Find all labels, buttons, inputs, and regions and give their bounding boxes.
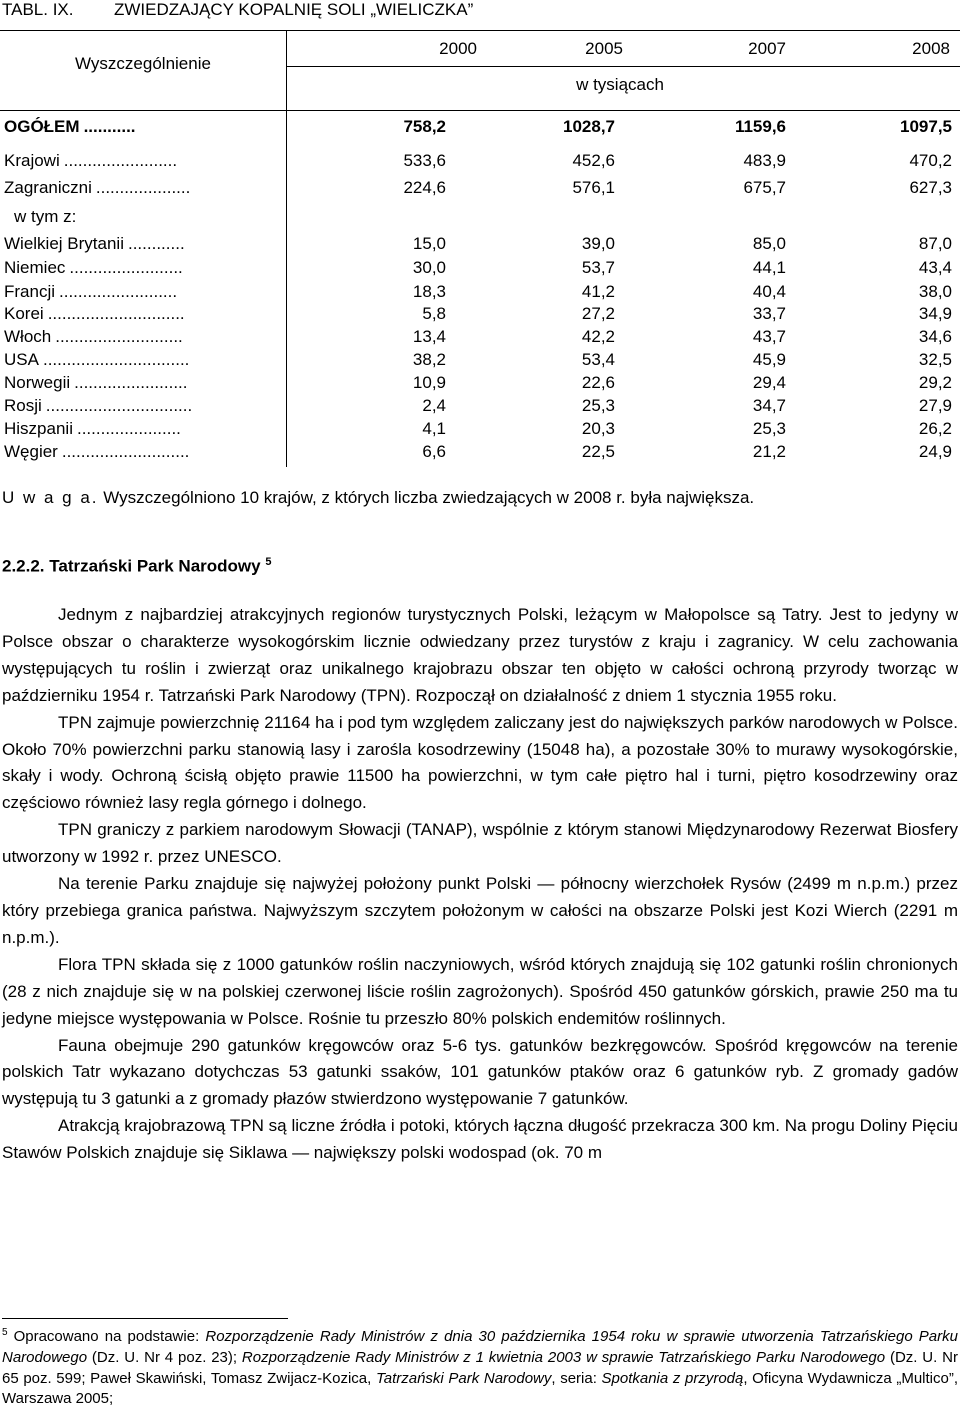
cell-2008: 43,4 [918,258,952,277]
year-header-2005: 2005 [585,39,623,58]
cell-2000: 15,0 [412,234,446,253]
cell-2007: 675,7 [743,178,786,197]
footnote [2,1323,958,1410]
table-row [0,372,960,394]
row-label: Hiszpanii ...................... [4,419,181,438]
cell-2000: 4,1 [422,419,446,438]
cell-2005: 27,2 [581,304,615,323]
cell-2007: 33,7 [752,304,786,323]
row-leader-dots: ............ [127,234,185,253]
section-number: 2.2.2. [2,556,45,576]
row-label: Wielkiej Brytanii ............ [4,234,185,253]
body-text [2,602,958,1167]
table-row [0,116,960,138]
row-leader-dots: ............................... [42,350,190,369]
cell-2008: 470,2 [909,151,952,170]
cell-2007: 29,4 [752,373,786,392]
row-leader-dots: ........... [83,117,136,136]
table-heading [2,0,473,20]
cell-2005: 20,3 [581,419,615,438]
table-row [0,395,960,417]
row-label: Rosji ............................... [4,396,193,415]
cell-2005: 25,3 [581,396,615,415]
table-row [0,206,960,228]
row-label: USA ............................... [4,350,190,369]
header-divider [286,30,287,110]
unit-rule [286,66,960,67]
cell-2005: 452,6 [572,151,615,170]
paragraph: Jednym z najbardziej atrakcyjnych regionów turystycznych Polski, leżącym w Małopolsce są Tatry. Jest to jedyny w Polsce obszar o charakterze wysokogórskim licznie odwiedzany przez turystów z kraju i zagranicy. W celu zachowania występujących tu roślin i zwierząt oraz unikalnego krajobrazu obszar ten objęto w całości ochroną przyrody tworząc w październiku 1954 r. Tatrzański Park Narodowy (TPN). Rozpoczął on działalność z dniem 1 stycznia 1955 roku. [2,605,958,705]
section-heading [2,556,271,577]
cell-2008: 32,5 [918,350,952,369]
row-leader-dots: ............................. [47,304,185,323]
table-row [0,150,960,172]
row-label: Zagraniczni .................... [4,178,191,197]
cell-2008: 1097,5 [900,117,952,136]
paragraph: TPN graniczy z parkiem narodowym Słowacji (TANAP), wspólnie z którym stanowi Międzynarodowy Rezerwat Biosfery utworzony w 1992 r. przez UNESCO. [2,820,958,867]
table-title: ZWIEDZAJĄCY KOPALNIĘ SOLI „WIELICZKA” [114,0,474,19]
note-text: Wyszczególniono 10 krajów, z których liczba zwiedzających w 2008 r. była największa. [103,488,755,507]
row-label: Niemiec ........................ [4,258,183,277]
cell-2005: 41,2 [581,282,615,301]
footnote-italic: Spotkania z przyrodą [601,1369,744,1387]
footnote-text: , seria: [551,1369,602,1387]
footnote-rule [2,1318,288,1319]
cell-2008: 24,9 [918,442,952,461]
cell-2007: 43,7 [752,327,786,346]
note-lead: U w a g a. [2,488,99,507]
row-label: Krajowi ........................ [4,151,178,170]
section-title: Tatrzański Park Narodowy [49,556,261,576]
row-label: Norwegii ........................ [4,373,188,392]
cell-2005: 53,7 [581,258,615,277]
row-label: Węgier ........................... [4,442,190,461]
row-leader-dots: ........................ [74,373,188,392]
cell-2008: 27,9 [918,396,952,415]
cell-2007: 45,9 [752,350,786,369]
row-leader-dots: ........................... [61,442,190,461]
cell-2007: 34,7 [752,396,786,415]
cell-2005: 39,0 [581,234,615,253]
cell-2000: 5,8 [422,304,446,323]
footnote-text: (Dz. U. Nr 65 poz. 599; Paweł Skawiński, Tomasz Zwijacz-Kozica, [2,1348,958,1387]
year-header-2008: 2008 [912,39,950,58]
header-bottom-rule [0,110,960,111]
table-row [0,233,960,255]
table-row [0,418,960,440]
table-row [0,281,960,303]
row-leader-dots: ........................ [69,258,183,277]
table-row [0,177,960,199]
footnote-text: (Dz. U. Nr 4 poz. 23); [87,1348,242,1366]
cell-2005: 576,1 [572,178,615,197]
cell-2005: 1028,7 [563,117,615,136]
cell-2000: 6,6 [422,442,446,461]
cell-2005: 42,2 [581,327,615,346]
row-label: Włoch ........................... [4,327,183,346]
cell-2000: 10,9 [412,373,446,392]
paragraph: Fauna obejmuje 290 gatunków kręgowców oraz 5-6 tys. gatunków bezkręgowców. Spośród kręgowców na terenie polskich Tatr wykazano dotychczas 53 gatunki ssaków, 101 gatunków ptaków oraz 6 gatunków ryb. Z gromady gadów występują tu 3 gatunki a z gromady płazów stwierdzono występowanie 7 gatunków. [2,1035,958,1109]
cell-2008: 26,2 [918,419,952,438]
row-label: OGÓŁEM ........... [4,117,136,136]
unit-label: w tysiącach [576,75,664,94]
cell-2008: 627,3 [909,178,952,197]
table-note [2,487,754,509]
cell-2007: 483,9 [743,151,786,170]
row-label: Francji ......................... [4,282,178,301]
cell-2005: 53,4 [581,350,615,369]
footnote-italic: Tatrzański Park Narodowy [375,1369,552,1387]
cell-2007: 25,3 [752,419,786,438]
footnote-text: , Oficyna Wydawnicza „Multico”, Warszawa 2005; [2,1369,958,1408]
cell-2007: 44,1 [752,258,786,277]
cell-2000: 758,2 [403,117,446,136]
stub-header: Wyszczególnienie [75,54,211,73]
row-leader-dots: ........................ [63,151,178,170]
row-leader-dots: .................... [95,178,191,197]
cell-2008: 38,0 [918,282,952,301]
cell-2005: 22,5 [581,442,615,461]
cell-2008: 34,9 [918,304,952,323]
cell-2007: 85,0 [752,234,786,253]
footnote-text: Opracowano na podstawie: [13,1328,206,1345]
table-row [0,349,960,371]
row-leader-dots: ........................... [55,327,183,346]
row-leader-dots: ...................... [76,419,181,438]
cell-2007: 21,2 [752,442,786,461]
cell-2000: 30,0 [412,258,446,277]
table-row [0,257,960,279]
table-row [0,441,960,463]
cell-2007: 1159,6 [734,117,786,136]
cell-2008: 87,0 [918,234,952,253]
year-header-2007: 2007 [748,39,786,58]
footnote-italic: Rozporządzenie Rady Ministrów z dnia 30 października 1954 roku w sprawie utworzenia Tatrzańskiego Parku Narodowego [2,1328,958,1366]
row-label: w tym z: [14,207,77,226]
cell-2000: 13,4 [412,327,446,346]
paragraph: TPN zajmuje powierzchnię 21164 ha i pod tym względem zaliczany jest do największych parków narodowych w Polsce. Około 70% powierzchni parku stanowią lasy i zarośla kosodrzewiny (15048 ha), a pozostałe 30% to murawy wysokogórskie, skały i wody. Ochroną ścisłą objęto prawie 11500 ha powierzchni, w tym całe piętro hal i turni, piętro kosodrzewiny oraz częściowo również lasy regla górnego i dolnego. [2,712,958,813]
cell-2000: 2,4 [422,396,446,415]
cell-2005: 22,6 [581,373,615,392]
row-leader-dots: ......................... [59,282,178,301]
cell-2007: 40,4 [752,282,786,301]
cell-2008: 34,6 [918,327,952,346]
table-label: TABL. IX. [2,0,74,19]
cell-2000: 18,3 [412,282,446,301]
footnote-number: 5 [2,1327,8,1338]
cell-2000: 533,6 [403,151,446,170]
table-row [0,303,960,325]
footnote-ref: 5 [265,556,272,568]
row-label: Korei ............................. [4,304,185,323]
paragraph: Na terenie Parku znajduje się najwyżej położony punkt Polski — północny wierzchołek Rysów (2499 m n.p.m.) przez który przebiega granica państwa. Najwyższym szczytem położonym w całości na obszarze Polski jest Kozi Wierch (2291 m n.p.m.). [2,874,958,947]
cell-2008: 29,2 [918,373,952,392]
stub-divider [286,110,287,467]
cell-2000: 38,2 [412,350,446,369]
table-row [0,326,960,348]
paragraph: Flora TPN składa się z 1000 gatunków roślin naczyniowych, wśród których znajdują się 102 gatunki roślin chronionych (28 z nich znajduje się w na polskiej czerwonej liście roślin zagrożonych). Spośród 450 gatunków górskich, prawie 250 ma tu jedyne miejsce występowania w Polsce. Rośnie tu przeszło 80% polskich endemitów roślinnych. [2,954,958,1028]
table-top-rule [0,30,960,31]
footnote-italic: Rozporządzenie Rady Ministrów z 1 kwietnia 2003 w sprawie Tatrzańskiego Parku Narodowego [241,1348,886,1366]
year-header-2000: 2000 [439,39,477,58]
paragraph: Atrakcją krajobrazową TPN są liczne źródła i potoki, których łączna długość przekracza 300 km. Na progu Doliny Pięciu Stawów Polskich znajduje się Siklawa — największy polski wodospad (ok. 70 m [2,1116,958,1163]
row-leader-dots: ............................... [45,396,193,415]
cell-2000: 224,6 [403,178,446,197]
